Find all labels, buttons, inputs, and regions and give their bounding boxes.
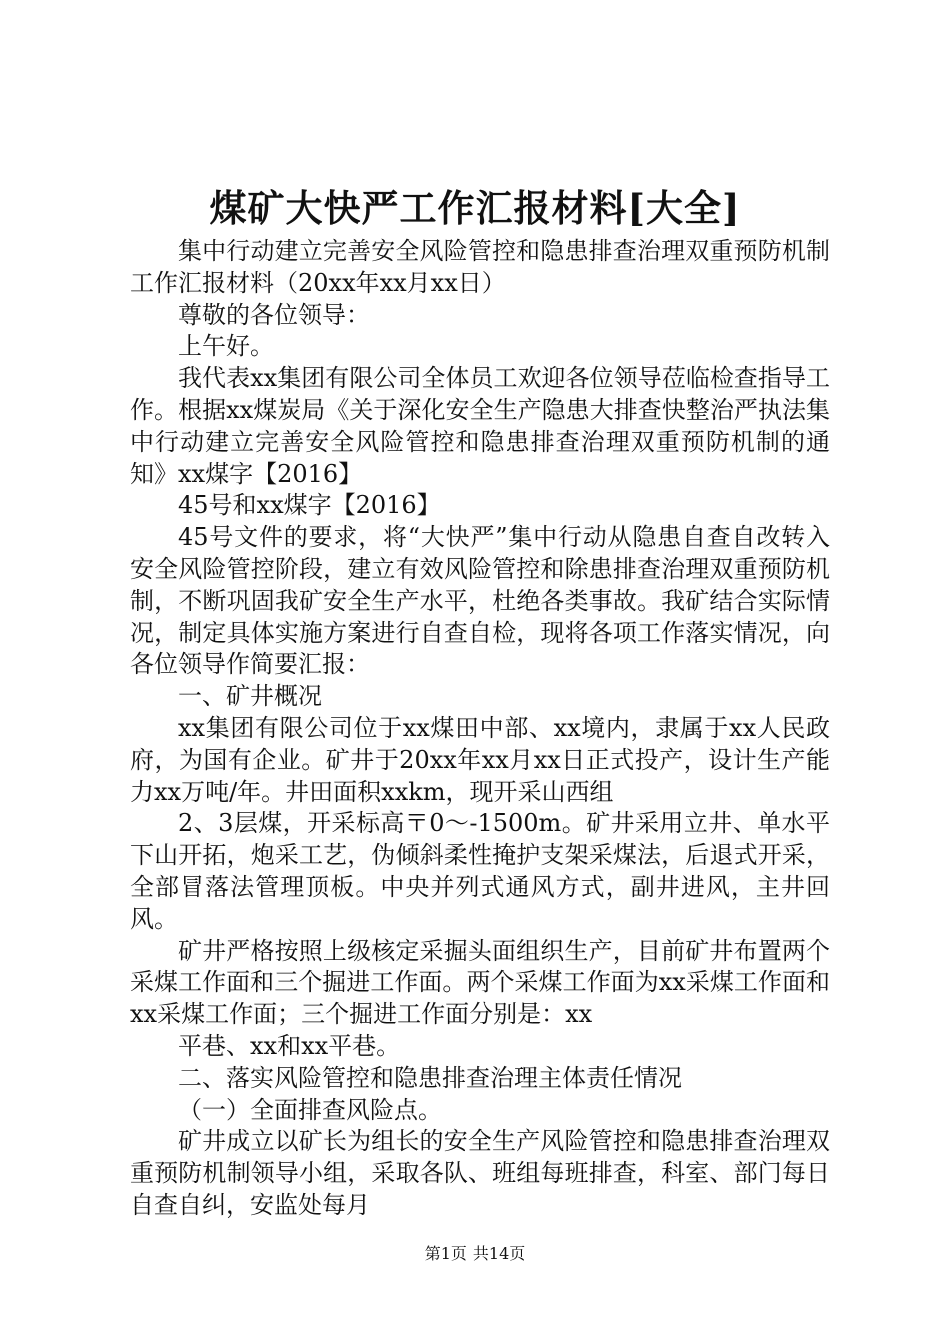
paragraph: 我代表xx集团有限公司全体员工欢迎各位领导莅临检查指导工作。根据xx煤炭局《关于深化安全生产隐患大排查快整治严执法集中行动建立完善安全风险管控和隐患排查治理双重预防机制的通知》xx煤字【2016】 <box>130 364 830 488</box>
paragraph: 45号和xx煤字【2016】 <box>178 491 441 520</box>
paragraph: 上午好。 <box>178 332 274 361</box>
paragraph: xx集团有限公司位于xx煤田中部、xx境内，隶属于xx人民政府，为国有企业。矿井于20xx年xx月xx日正式投产，设计生产能力xx万吨/年。井田面积xxkm，现开采山西组 <box>130 713 830 806</box>
paragraph: 矿井成立以矿长为组长的安全生产风险管控和隐患排查治理双重预防机制领导小组，采取各队、班组每班排查，科室、部门每日自查自纠，安监处每月 <box>130 1127 830 1219</box>
paragraph: 平巷、xx和xx平巷。 <box>178 1031 401 1060</box>
page-footer <box>0 1243 950 1265</box>
section-heading: 二、落实风险管控和隐患排查治理主体责任情况 <box>178 1063 682 1092</box>
document-title: 煤矿大快严工作汇报材料[大全] <box>209 186 741 230</box>
subsection-heading: （一）全面排查风险点。 <box>178 1095 442 1124</box>
paragraph: 2、3层煤，开采标高〒0～-1500m。矿井采用立井、单水平下山开拓，炮采工艺，伪倾斜柔性掩护支架采煤法，后退式开采，全部冒落法管理顶板。中央并列式通风方式，副井进风，主井回风。 <box>130 809 830 933</box>
document-body <box>130 236 830 1222</box>
paragraph: 矿井严格按照上级核定采掘头面组织生产，目前矿井布置两个采煤工作面和三个掘进工作面。两个采煤工作面为xx采煤工作面和xx采煤工作面；三个掘进工作面分别是：xx <box>130 936 830 1029</box>
page-number: 第1页 <box>424 1244 467 1263</box>
paragraph: 45号文件的要求，将“大快严”集中行动从隐患自查自改转入安全风险管控阶段，建立有效风险管控和除患排查治理双重预防机制，不断巩固我矿安全生产水平，杜绝各类事故。我矿结合实际情况，制定具体实施方案进行自查自检，现将各项工作落实情况，向各位领导作简要汇报： <box>130 523 830 679</box>
page-total: 共14页 <box>472 1244 526 1263</box>
paragraph: 尊敬的各位领导： <box>178 300 370 329</box>
paragraph: 集中行动建立完善安全风险管控和隐患排查治理双重预防机制工作汇报材料（20xx年xx月xx日） <box>130 237 830 297</box>
section-heading: 一、矿井概况 <box>178 682 322 711</box>
